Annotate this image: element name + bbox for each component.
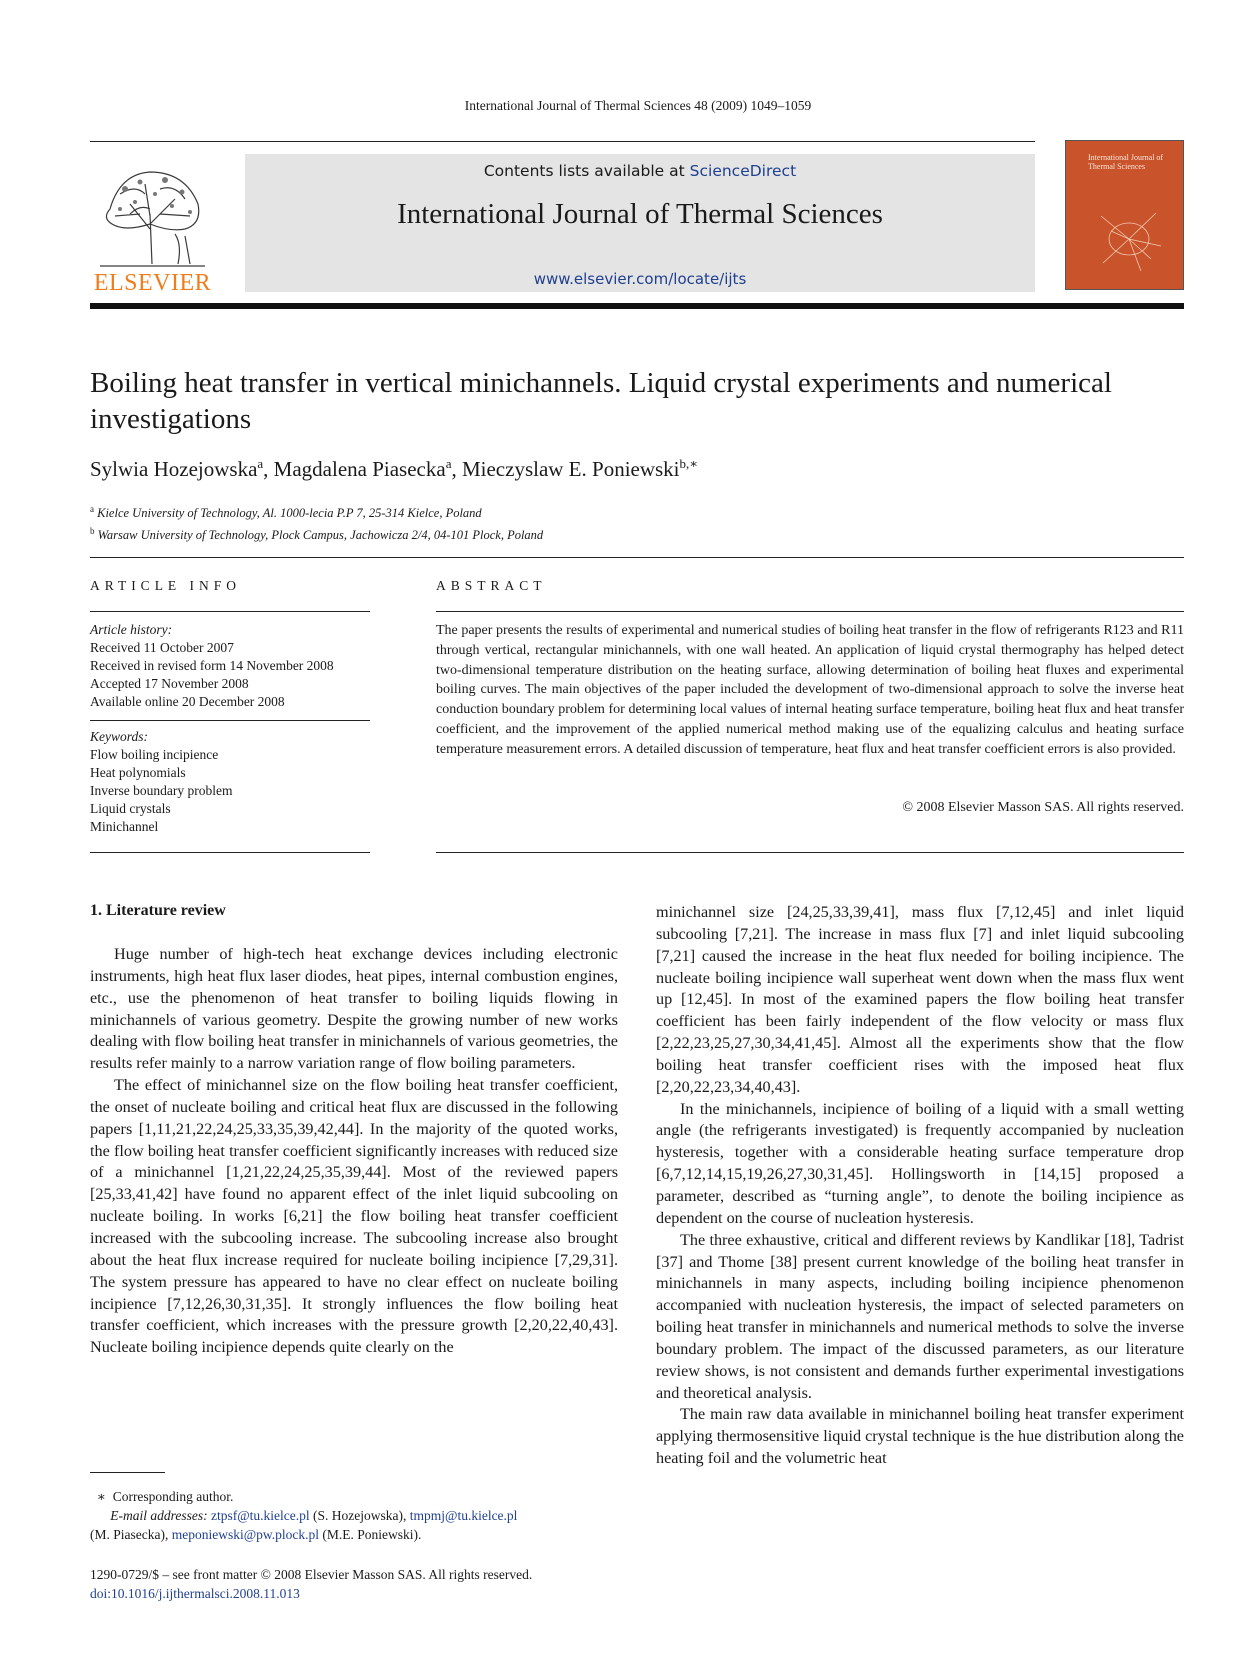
article-info-rule xyxy=(90,611,370,612)
author-list: Sylwia Hozejowska$^a$, Magdalena Piasecka$^a$, Mieczyslaw E. Poniewski$^{b,∗}$ xyxy=(90,456,699,481)
footnote xyxy=(90,1487,630,1544)
front-matter-info xyxy=(90,1565,630,1603)
article-history xyxy=(90,621,370,711)
history-label: Article history: xyxy=(90,622,173,637)
body-column-right xyxy=(656,902,1184,1470)
history-item: Received 11 October 2007 xyxy=(90,640,234,655)
email-owner: (M. Piasecka), xyxy=(90,1527,169,1542)
contents-availability xyxy=(245,162,1035,180)
author-name: Sylwia Hozejowska xyxy=(90,457,258,481)
corresponding-author-note xyxy=(90,1487,630,1506)
email-link[interactable]: tmpmj@tu.kielce.pl xyxy=(409,1508,518,1523)
issn-line: 1290-0729/$ – see front matter © 2008 Elsevier Masson SAS. All rights reserved. xyxy=(90,1567,533,1582)
email-link[interactable]: ztpsf@tu.kielce.pl xyxy=(211,1508,310,1523)
abstract-rule xyxy=(436,852,1184,853)
author-name: Mieczyslaw E. Poniewski xyxy=(461,457,680,481)
body-column-left xyxy=(90,944,618,1359)
history-item: Received in revised form 14 November 2008 xyxy=(90,658,334,673)
affiliation-mark: a xyxy=(90,504,94,514)
affiliations xyxy=(90,500,1184,544)
header-rule xyxy=(90,141,1035,142)
keyword-item: Liquid crystals xyxy=(90,801,171,816)
body-paragraph: The effect of minichannel size on the flow boiling heat transfer coefficient, the onset of nucleate boiling and critical heat flux are discussed in the following papers [1,11,21,22,24,25,33,35,39,42,44]. In the majority of the quoted works, the flow boiling heat transfer coefficient significantly increases with reduced size of a minichannel [1,21,22,24,25,35,39,44]. Most of the reviewed papers [25,33,41,42] have found no apparent effect of the inlet liquid subcooling on nucleate boiling. In works [6,21] the flow boiling heat transfer coefficient increased with the subcooling increase. The subcooling increase also brought about the heat flux increase required for nucleate boiling incipience [7,29,31]. The system pressure has appeared to have no clear effect on nucleate boiling incipience [7,12,26,30,31,35]. It strongly influences the flow boiling heat transfer coefficient, which increases with the pressure growth [2,20,22,40,43]. Nucleate boiling incipience depends quite clearly on the xyxy=(90,1076,618,1357)
asterisk-mark: ∗ xyxy=(96,1489,106,1504)
article-info-rule xyxy=(90,720,370,721)
article-info-rule xyxy=(90,852,370,853)
publisher-wordmark: ELSEVIER xyxy=(93,270,212,296)
doi-link[interactable]: doi:10.1016/j.ijthermalsci.2008.11.013 xyxy=(90,1586,300,1601)
footnote-rule xyxy=(90,1472,165,1473)
affiliation-line xyxy=(90,500,1184,522)
abstract-heading: ABSTRACT xyxy=(436,578,547,593)
keywords xyxy=(90,728,370,836)
email-owner: (M.E. Poniewski). xyxy=(322,1527,422,1542)
journal-title: International Journal of Thermal Sciences xyxy=(397,198,883,230)
abstract-text: The paper presents the results of experimental and numerical studies of boiling heat transfer in the flow of refrigerants R123 and R11 through vertical, rectangular minichannels, with one wall heated. An application of liquid crystal thermography has helped detect two-dimensional temperature distribution on the heating surface, allowing determination of boiling heat fluxes and experimental boiling curves. The main objectives of the paper included the development of two-dimensional approach to solve the inverse heat conduction boundary problem for determining local values of internal heating surface temperature, boiling heat flux and heat transfer coefficient, and the improvement of the applied numerical method making use of the equalizing calculus and heating surface temperature measurement errors. A detailed discussion of temperature, heat flux and heat transfer coefficient errors is also provided. xyxy=(436,623,1184,757)
affiliation-mark: b xyxy=(90,526,95,537)
section-rule xyxy=(90,557,1184,558)
affiliation-text: Warsaw University of Technology, Plock Campus, Jachowicza 2/4, 04-101 Plock, Poland xyxy=(97,528,544,543)
body-paragraph: The three exhaustive, critical and different reviews by Kandlikar [18], Tadrist [37] and Thome [38] present current knowledge of the boiling heat transfer in minichannels in many aspects, including boiling incipience phenomenon accompanied with nucleation hysteresis, the impact of selected parameters on boiling heat transfer in minichannels and numerical methods to solve the inverse boundary problem. The impact of the discussed parameters, as our literature review shows, is not consistent and demands further experimental investigations and theoretical analysis. xyxy=(656,1230,1184,1402)
keyword-item: Minichannel xyxy=(90,819,159,834)
section-heading: 1. Literature review xyxy=(90,902,226,919)
email-label: E-mail addresses: xyxy=(110,1508,208,1523)
email-line xyxy=(90,1525,630,1544)
email-line xyxy=(90,1506,630,1525)
author-affiliation-mark: a xyxy=(257,456,264,471)
keyword-item: Heat polynomials xyxy=(90,765,186,780)
contents-prefix: Contents lists available at xyxy=(483,162,690,180)
history-item: Accepted 17 November 2008 xyxy=(90,676,249,691)
affiliation-text: Kielce University of Technology, Al. 1000-lecia P.P 7, 25-314 Kielce, Poland xyxy=(97,506,482,521)
keyword-item: Flow boiling incipience xyxy=(90,747,219,762)
body-paragraph: Huge number of high-tech heat exchange devices including electronic instruments, high heat flux laser diodes, heat pipes, internal combustion engines, etc., use the phenomenon of heat transfer to boiling liquids flowing in minichannels of various geometry. Despite the growing number of new works dealing with flow boiling heat transfer in minichannels of various geometries, the results refer mainly to a narrow variation range of flow boiling parameters. xyxy=(90,945,618,1073)
email-owner: (S. Hozejowska), xyxy=(313,1508,407,1523)
sciencedirect-link[interactable]: ScienceDirect xyxy=(689,162,797,180)
header-thick-rule xyxy=(90,303,1184,309)
abstract-copyright: © 2008 Elsevier Masson SAS. All rights reserved. xyxy=(902,800,1184,815)
article-info-heading: ARTICLE INFO xyxy=(90,578,242,593)
history-item: Available online 20 December 2008 xyxy=(90,694,285,709)
journal-cover-thumbnail xyxy=(1065,140,1184,290)
author-affiliation-mark: b,∗ xyxy=(679,456,699,471)
corresponding-label: Corresponding author. xyxy=(112,1489,234,1504)
journal-banner xyxy=(245,154,1035,292)
keywords-label: Keywords: xyxy=(90,729,148,744)
keyword-item: Inverse boundary problem xyxy=(90,783,233,798)
abstract-rule xyxy=(436,611,1184,612)
body-paragraph: In the minichannels, incipience of boiling of a liquid with a small wetting angle (the refrigerants investigated) is frequently accompanied by nucleation hysteresis, together with a considerable heating surface temperature drop [6,7,12,14,15,19,26,27,30,31,45]. Hollingsworth in [14,15] proposed a parameter, described as “turning angle”, to denote the boiling incipience as dependent on the course of nucleation hysteresis. xyxy=(656,1099,1184,1227)
body-paragraph: minichannel size [24,25,33,39,41], mass flux [7,12,45] and inlet liquid subcooling [7,21]. The increase in mass flux [7] and inlet liquid subcooling [7,21] caused the increase in the heat flux needed for boiling incipience. The nucleate boiling incipience wall superheat went down when the mass flux went up [12,45]. In most of the examined papers the flow boiling heat transfer coefficient has been fairly independent of the flow velocity or mass flux [2,22,23,25,27,30,34,41,45]. Almost all the experiments show that the flow boiling heat transfer coefficient rises with the imposed heat flux [2,20,22,23,34,40,43]. xyxy=(656,903,1184,1096)
journal-reference: International Journal of Thermal Sciences 48 (2009) 1049–1059 xyxy=(464,98,812,113)
author-name: Magdalena Piasecka xyxy=(273,457,446,481)
body-paragraph: The main raw data available in minichannel boiling heat transfer experiment applying thermosensitive liquid crystal technique is the hue distribution along the heating foil and the volumetric heat xyxy=(656,1405,1184,1468)
author-affiliation-mark: a xyxy=(445,456,452,471)
journal-url-link[interactable]: www.elsevier.com/locate/ijts xyxy=(533,270,747,288)
affiliation-line xyxy=(90,522,1184,544)
email-link[interactable]: meponiewski@pw.plock.pl xyxy=(171,1527,320,1542)
cover-art-icon xyxy=(1091,201,1166,276)
cover-title: International Journal of Thermal Sciences xyxy=(1088,153,1164,171)
article-title: Boiling heat transfer in vertical minichannels. Liquid crystal experiments and numerical investigations xyxy=(90,367,1112,435)
